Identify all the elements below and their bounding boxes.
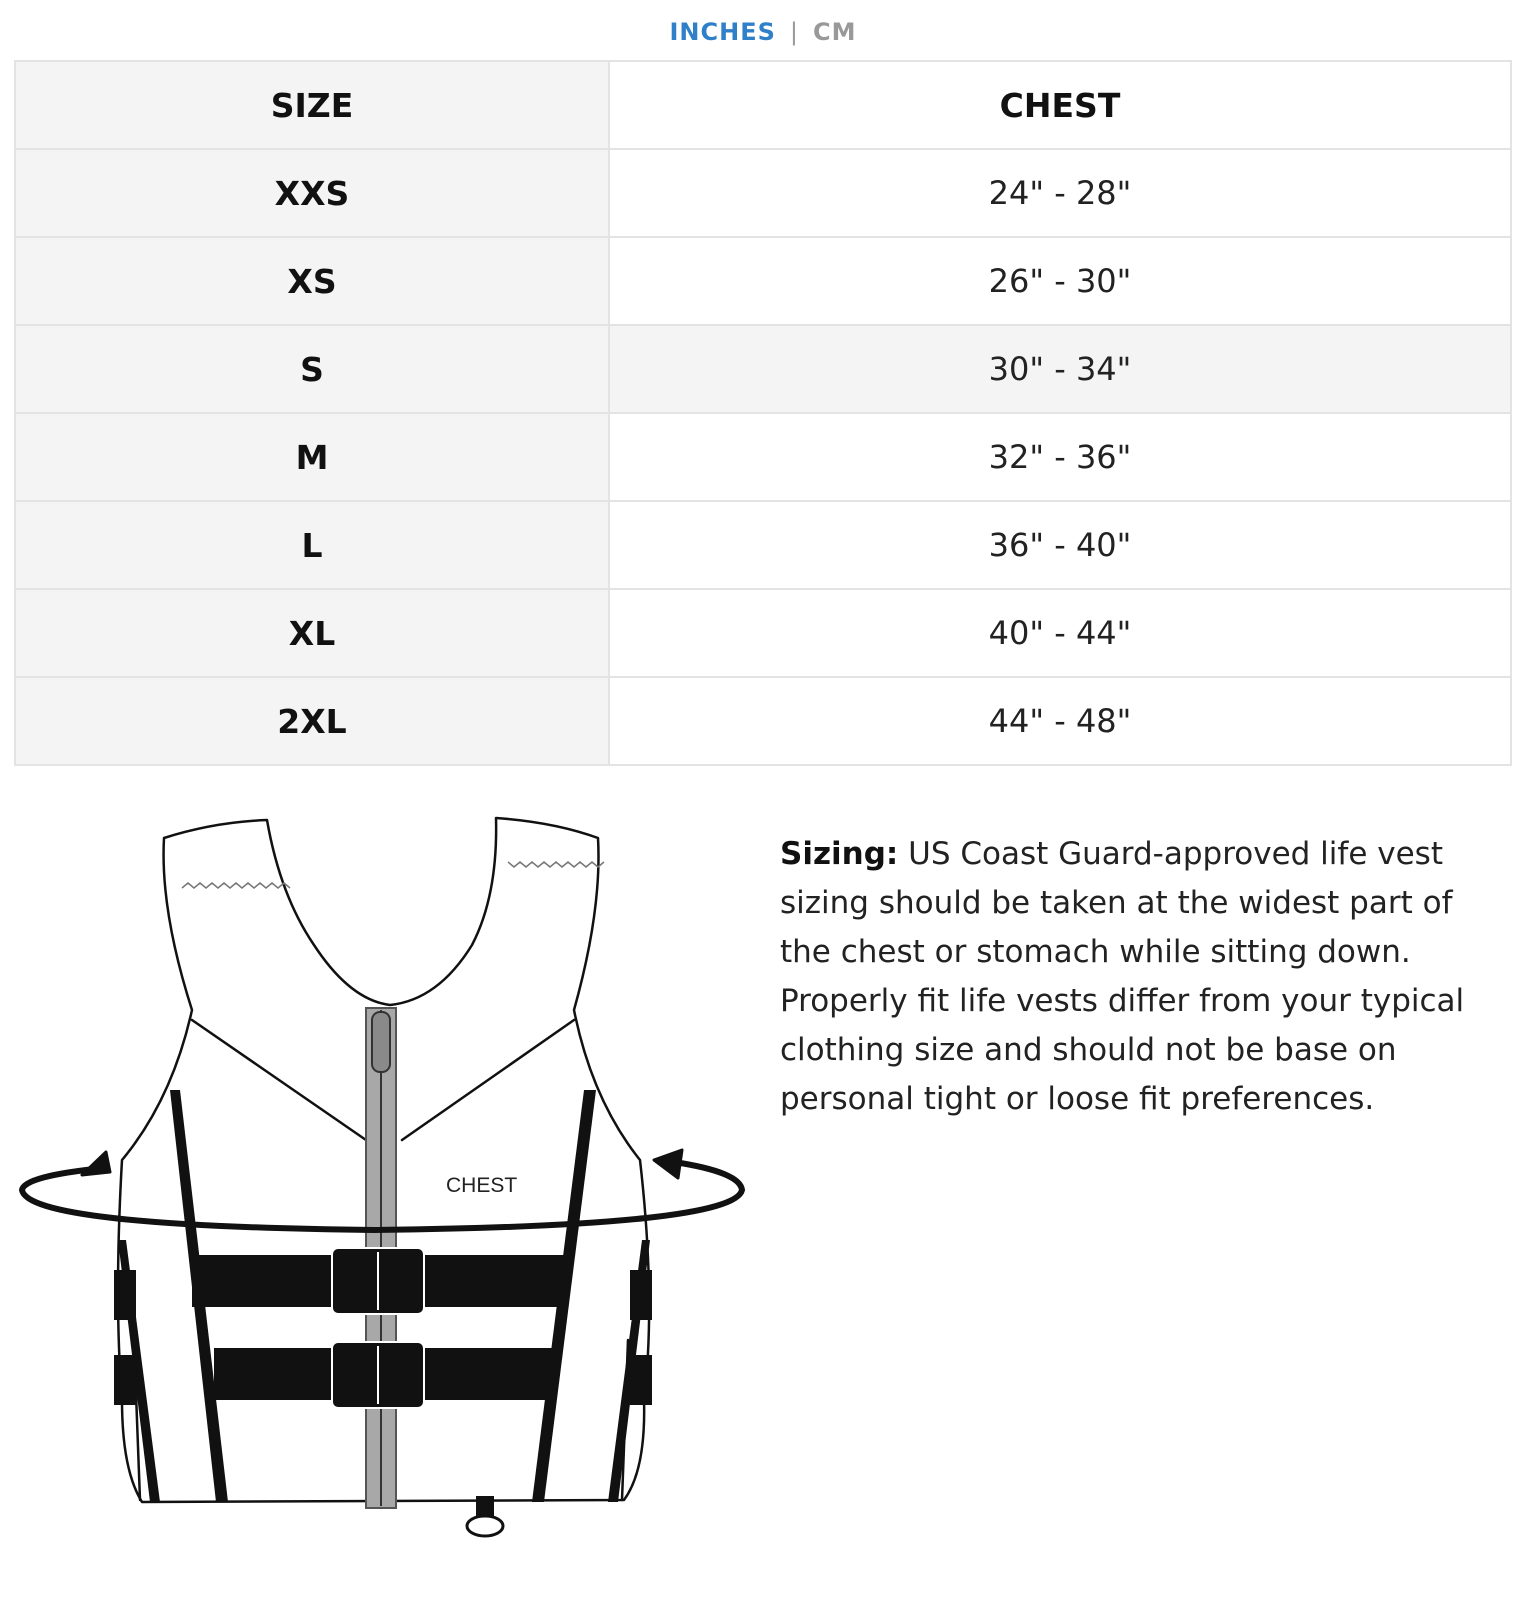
chest-cell: 40" - 44"	[609, 589, 1511, 677]
size-chart-table	[14, 60, 1512, 766]
vest-illustration	[14, 800, 774, 1590]
unit-toggle	[0, 14, 1526, 50]
size-cell: L	[15, 501, 609, 589]
chest-cell: 32" - 36"	[609, 413, 1511, 501]
side-band-left-upper	[114, 1270, 136, 1320]
vest-panel-line	[402, 1020, 574, 1140]
arrow-head-left-icon	[82, 1152, 110, 1175]
chest-cell: 26" - 30"	[609, 237, 1511, 325]
side-band-right-upper	[630, 1270, 652, 1320]
side-band-right-lower	[630, 1355, 652, 1405]
sizing-note-label: Sizing:	[780, 836, 899, 872]
table-row	[15, 589, 1511, 677]
column-header-size: SIZE	[15, 61, 609, 149]
chest-cell: 36" - 40"	[609, 501, 1511, 589]
size-cell: S	[15, 325, 609, 413]
size-cell: XS	[15, 237, 609, 325]
sizing-note	[780, 830, 1512, 1124]
table-header-row	[15, 61, 1511, 149]
size-cell: XXS	[15, 149, 609, 237]
chest-cell: 24" - 28"	[609, 149, 1511, 237]
vest-panel-line	[192, 1020, 366, 1140]
unit-option-inches[interactable]: INCHES	[669, 18, 776, 46]
table-row	[15, 501, 1511, 589]
table-row	[15, 413, 1511, 501]
unit-option-cm[interactable]: CM	[813, 18, 857, 46]
zipper-pull	[372, 1012, 390, 1072]
chest-cell: 30" - 34"	[609, 325, 1511, 413]
bottom-ring	[467, 1516, 503, 1536]
table-row	[15, 325, 1511, 413]
column-header-chest: CHEST	[609, 61, 1511, 149]
sizing-note-text: US Coast Guard-approved life vest sizing should be taken at the widest part of the chest or stomach while sitting down. Properly fit life vests differ from your typical clothing size and should not be base on personal tight or loose fit preferences.	[780, 836, 1465, 1117]
chest-cell: 44" - 48"	[609, 677, 1511, 765]
arrow-head-right-icon	[654, 1150, 682, 1178]
side-band-left-lower	[114, 1355, 136, 1405]
vest-chest-label: CHEST	[446, 1174, 518, 1197]
size-cell: XL	[15, 589, 609, 677]
shoulder-stitch-left	[182, 883, 290, 888]
size-cell: M	[15, 413, 609, 501]
table-row	[15, 237, 1511, 325]
shoulder-stitch-right	[508, 862, 604, 867]
size-cell: 2XL	[15, 677, 609, 765]
unit-separator: |	[789, 18, 799, 46]
table-row	[15, 677, 1511, 765]
table-row	[15, 149, 1511, 237]
